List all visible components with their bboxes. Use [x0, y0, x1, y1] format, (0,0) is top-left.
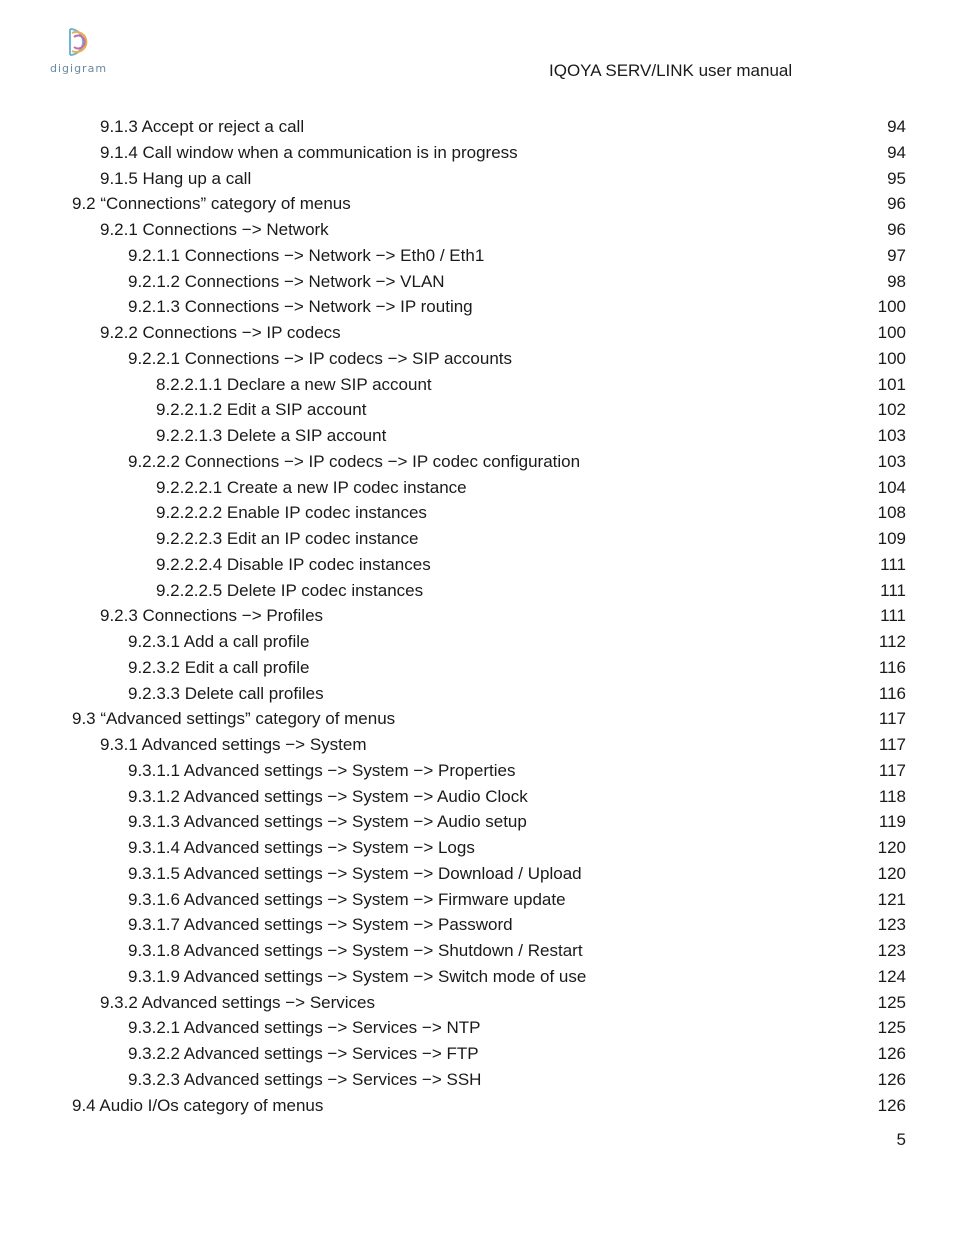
toc-entry-title[interactable]: 9.2.3.3 Delete call profiles	[128, 683, 324, 703]
toc-entry-title[interactable]: 9.3.1.1 Advanced settings −> System −> Properties	[128, 760, 516, 780]
toc-entry[interactable]	[0, 1093, 954, 1119]
toc-entry[interactable]	[0, 449, 954, 475]
toc-entry-page[interactable]: 100	[877, 297, 906, 317]
toc-entry[interactable]	[0, 1015, 954, 1041]
toc-entry-page[interactable]: 117	[878, 709, 906, 729]
toc-entry[interactable]	[0, 861, 954, 887]
toc-entry-page[interactable]: 111	[880, 580, 906, 600]
toc-entry-page[interactable]: 118	[878, 786, 906, 806]
toc-entry[interactable]	[0, 578, 954, 604]
toc-entry-page[interactable]: 103	[877, 451, 906, 471]
toc-entry-title[interactable]: 9.3.2.1 Advanced settings −> Services −> NTP	[128, 1018, 481, 1038]
toc-entry-page[interactable]: 116	[878, 657, 906, 677]
toc-entry[interactable]	[0, 397, 954, 423]
toc-entry-page[interactable]: 117	[878, 760, 906, 780]
toc-entry-page[interactable]: 111	[880, 554, 906, 574]
toc-entry-page[interactable]: 102	[877, 400, 906, 420]
toc-entry-page[interactable]: 119	[878, 812, 906, 832]
toc-entry-page[interactable]: 111	[880, 606, 906, 626]
toc-entry-page[interactable]: 98	[887, 271, 906, 291]
toc-entry-title[interactable]: 9.2.1.3 Connections −> Network −> IP routing	[128, 297, 473, 317]
toc-entry-title[interactable]: 9.2.1.1 Connections −> Network −> Eth0 / Eth1	[128, 245, 485, 265]
toc-entry-title[interactable]: 9.2.1 Connections −> Network	[100, 220, 329, 239]
toc-entry-title[interactable]: 9.2.2.1.2 Edit a SIP account	[156, 400, 367, 420]
toc-entry[interactable]	[0, 346, 954, 372]
toc-entry-title[interactable]: 9.3.1.2 Advanced settings −> System −> Audio Clock	[128, 786, 528, 806]
toc-entry[interactable]	[0, 475, 954, 501]
digigram-logo	[50, 24, 112, 80]
toc-entry-title[interactable]: 9.3.1.7 Advanced settings −> System −> Password	[128, 915, 513, 935]
document-title: IQOYA SERV/LINK user manual	[549, 61, 793, 80]
toc-entry[interactable]	[0, 114, 954, 140]
toc-entry-title[interactable]: 9.3.1.3 Advanced settings −> System −> Audio setup	[128, 812, 527, 832]
toc-entry-page[interactable]: 95	[887, 168, 906, 188]
toc-entry-page[interactable]: 116	[878, 683, 906, 703]
toc-entry-page[interactable]: 117	[878, 735, 906, 754]
toc-entry[interactable]	[0, 500, 954, 526]
toc-entry-title[interactable]: 9.3.1.4 Advanced settings −> System −> Logs	[128, 838, 475, 857]
toc-entry-title[interactable]: 9.2.2.2 Connections −> IP codecs −> IP codec configuration	[128, 451, 581, 471]
toc-entry-page[interactable]: 101	[877, 374, 906, 394]
toc-entry[interactable]	[0, 603, 954, 629]
toc-entry[interactable]	[0, 732, 954, 758]
toc-entry[interactable]	[0, 835, 954, 861]
toc-entry-page[interactable]: 96	[887, 220, 906, 239]
toc-entry-title[interactable]: 9.2.2.1.3 Delete a SIP account	[156, 426, 387, 445]
toc-entry[interactable]	[0, 784, 954, 810]
page-number: 5	[896, 1130, 906, 1149]
toc-entry[interactable]	[0, 217, 954, 243]
toc-entry-page[interactable]: 103	[877, 426, 906, 445]
toc-entry-title[interactable]: 9.3.2.3 Advanced settings −> Services −> SSH	[128, 1069, 482, 1089]
toc-entry[interactable]	[0, 706, 954, 732]
toc-entry-page[interactable]: 125	[877, 1018, 906, 1038]
toc-entry-title[interactable]: 9.2 “Connections” category of menus	[72, 194, 351, 214]
toc-entry[interactable]	[0, 552, 954, 578]
toc-entry-page[interactable]: 108	[877, 503, 906, 523]
toc-entry-title[interactable]: 9.1.4 Call window when a communication is in progress	[100, 142, 518, 162]
toc-entry[interactable]	[0, 1067, 954, 1093]
toc-entry[interactable]	[0, 526, 954, 552]
toc-entry-page[interactable]: 120	[877, 863, 906, 883]
toc-entry-page[interactable]: 123	[877, 941, 906, 960]
toc-entry[interactable]	[0, 1041, 954, 1067]
toc-entry[interactable]	[0, 294, 954, 320]
toc-entry-title[interactable]: 9.3.1.9 Advanced settings −> System −> Switch mode of use	[128, 966, 587, 986]
toc-entry-title[interactable]: 9.2.2.1 Connections −> IP codecs −> SIP accounts	[128, 348, 513, 368]
toc-entry[interactable]	[0, 681, 954, 707]
logo-wordmark: digigram	[50, 62, 108, 75]
toc-entry-title[interactable]: 9.2.2.2.2 Enable IP codec instances	[156, 503, 427, 523]
toc-entry-title[interactable]: 9.2.2.2.4 Disable IP codec instances	[156, 554, 431, 574]
digigram-logo-icon	[64, 24, 100, 60]
toc-entry[interactable]	[0, 320, 954, 346]
toc-entry-page[interactable]: 104	[877, 477, 906, 497]
toc-entry-page[interactable]: 126	[877, 1095, 906, 1115]
toc-entry-page[interactable]: 126	[877, 1069, 906, 1089]
toc-entry[interactable]	[0, 372, 954, 398]
toc-entry-title[interactable]: 9.3.1 Advanced settings −> System	[100, 735, 367, 754]
toc-entry[interactable]	[0, 423, 954, 449]
toc-entry[interactable]	[0, 809, 954, 835]
toc-entry-title[interactable]: 9.1.3 Accept or reject a call	[100, 117, 305, 136]
toc-entry-page[interactable]: 121	[877, 889, 906, 909]
toc-entry-page[interactable]: 123	[877, 915, 906, 935]
toc-entry[interactable]	[0, 140, 954, 166]
toc-entry-title[interactable]: 9.2.2.2.3 Edit an IP codec instance	[156, 529, 419, 548]
toc-entry-page[interactable]: 125	[877, 992, 906, 1012]
toc-entry-page[interactable]: 109	[877, 529, 906, 548]
toc-entry[interactable]	[0, 655, 954, 681]
toc-entry[interactable]	[0, 912, 954, 938]
toc-entry-title[interactable]: 9.2.3.2 Edit a call profile	[128, 657, 310, 677]
toc-entry[interactable]	[0, 166, 954, 192]
toc-entry[interactable]	[0, 629, 954, 655]
table-of-contents	[0, 114, 954, 1118]
toc-entry-title[interactable]: 9.2.1.2 Connections −> Network −> VLAN	[128, 271, 445, 291]
toc-entry-page[interactable]: 97	[887, 245, 906, 265]
toc-entry-page[interactable]: 100	[877, 348, 906, 368]
toc-entry-title[interactable]: 8.2.2.1.1 Declare a new SIP account	[156, 374, 432, 394]
toc-entry-page[interactable]: 120	[877, 838, 906, 857]
toc-entry-title[interactable]: 9.2.3.1 Add a call profile	[128, 632, 310, 651]
toc-entry-title[interactable]: 9.2.2.2.1 Create a new IP codec instance	[156, 477, 467, 497]
toc-entry[interactable]	[0, 269, 954, 295]
toc-entry-title[interactable]: 9.1.5 Hang up a call	[100, 168, 252, 188]
toc-entry[interactable]	[0, 964, 954, 990]
toc-entry[interactable]	[0, 191, 954, 217]
toc-entry[interactable]	[0, 990, 954, 1016]
toc-entry-title[interactable]: 9.4 Audio I/Os category of menus	[72, 1095, 324, 1115]
toc-entry[interactable]	[0, 887, 954, 913]
toc-entry-page[interactable]: 100	[877, 323, 906, 342]
toc-entry-title[interactable]: 9.3 “Advanced settings” category of menus	[72, 709, 396, 729]
toc-entry-title[interactable]: 9.2.2 Connections −> IP codecs	[100, 323, 341, 342]
toc-entry-title[interactable]: 9.3.1.5 Advanced settings −> System −> Download / Upload	[128, 863, 582, 883]
toc-entry-title[interactable]: 9.2.2.2.5 Delete IP codec instances	[156, 580, 424, 600]
toc-entry-title[interactable]: 9.3.2 Advanced settings −> Services	[100, 992, 376, 1012]
toc-entry-page[interactable]: 96	[887, 194, 906, 214]
toc-entry-page[interactable]: 124	[877, 966, 906, 986]
toc-entry[interactable]	[0, 938, 954, 964]
toc-entry[interactable]	[0, 243, 954, 269]
toc-entry-title[interactable]: 9.3.1.8 Advanced settings −> System −> Shutdown / Restart	[128, 941, 583, 960]
toc-entry-page[interactable]: 94	[887, 142, 906, 162]
toc-entry-title[interactable]: 9.3.2.2 Advanced settings −> Services −> FTP	[128, 1044, 479, 1063]
toc-entry-title[interactable]: 9.2.3 Connections −> Profiles	[100, 606, 324, 626]
toc-entry[interactable]	[0, 758, 954, 784]
toc-entry-title[interactable]: 9.3.1.6 Advanced settings −> System −> Firmware update	[128, 889, 566, 909]
toc-entry-page[interactable]: 126	[877, 1044, 906, 1063]
toc-entry-page[interactable]: 112	[878, 632, 906, 651]
toc-entry-page[interactable]: 94	[887, 117, 906, 136]
